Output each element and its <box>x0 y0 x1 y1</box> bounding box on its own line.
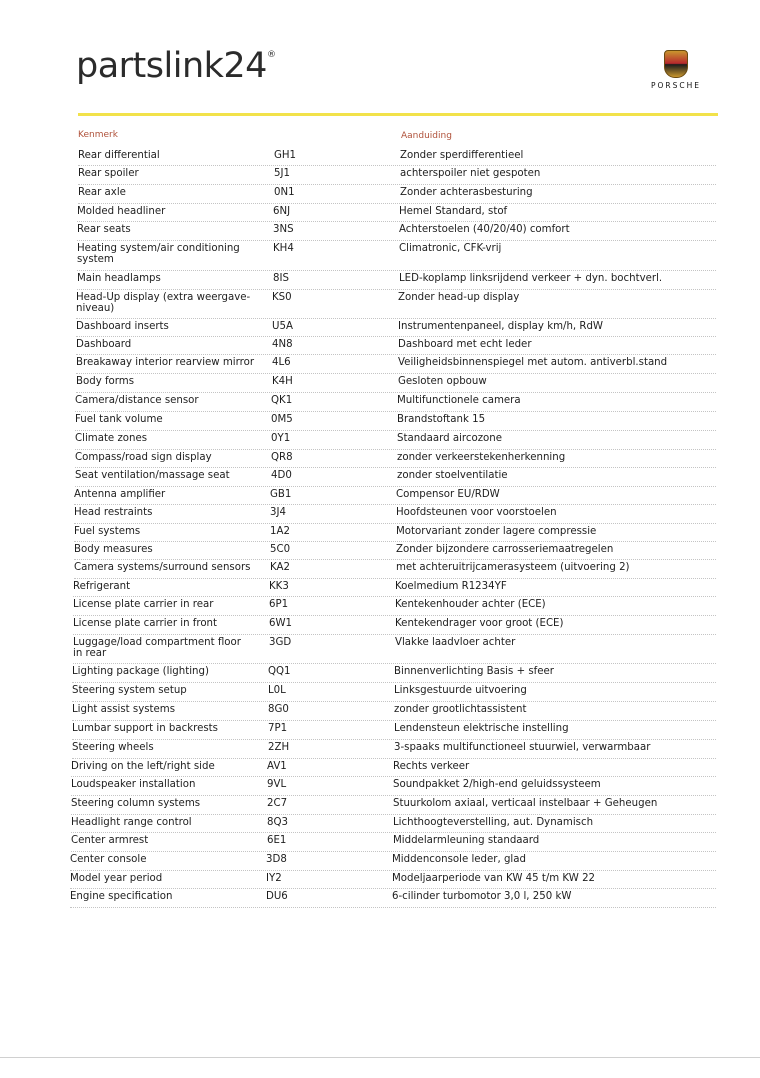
option-description: Brandstoftank 15 <box>397 414 486 425</box>
option-description: Zonder bijzondere carrosseriemaatregelen <box>396 544 614 555</box>
partslink24-logo <box>76 46 275 86</box>
spec-row <box>77 242 716 271</box>
option-code: 9VL <box>267 779 287 790</box>
spec-row <box>73 598 716 616</box>
option-description: Achterstoelen (40/20/40) comfort <box>399 224 570 235</box>
option-description: Compensor EU/RDW <box>396 489 500 500</box>
option-description: Motorvariant zonder lagere compressie <box>396 526 597 537</box>
spec-row <box>72 684 716 702</box>
feature-label: Refrigerant <box>73 581 131 592</box>
option-code: IY2 <box>266 873 282 884</box>
spec-row <box>71 816 716 833</box>
option-description: Kentekenhouder achter (ECE) <box>395 599 546 610</box>
option-code: KA2 <box>270 562 290 573</box>
option-description: Gesloten opbouw <box>398 376 487 387</box>
feature-label: Rear seats <box>77 224 131 235</box>
option-description: Rechts verkeer <box>393 761 470 772</box>
feature-label: Dashboard <box>76 339 132 350</box>
option-description: met achteruitrijcamerasysteem (uitvoering 2) <box>396 562 630 573</box>
spec-row <box>72 703 716 721</box>
option-description: Stuurkolom axiaal, verticaal instelbaar + Geheugen <box>393 798 658 809</box>
spec-row <box>75 413 716 431</box>
spec-row <box>73 580 716 597</box>
feature-label: Engine specification <box>70 891 173 902</box>
spec-row <box>71 778 716 796</box>
feature-label: Loudspeaker installation <box>71 779 196 790</box>
spec-row <box>75 394 716 412</box>
option-description: Veiligheidsbinnenspiegel met autom. antiverbl.stand <box>398 357 668 368</box>
page-bottom-rule <box>0 1057 760 1058</box>
spec-row <box>76 320 716 337</box>
feature-label: Center armrest <box>71 835 149 846</box>
feature-label: Lumbar support in backrests <box>72 723 218 734</box>
feature-label: License plate carrier in front <box>73 618 218 629</box>
option-code: 6W1 <box>269 618 293 629</box>
feature-label: Main headlamps <box>77 273 161 284</box>
feature-label: License plate carrier in rear <box>73 599 214 610</box>
option-code: 8Q3 <box>267 817 288 828</box>
option-code: GH1 <box>274 150 297 161</box>
column-header-description: Aanduiding <box>401 131 452 141</box>
option-code: 5C0 <box>270 544 291 555</box>
option-description: Soundpakket 2/high-end geluidssysteem <box>393 779 601 790</box>
option-description: Koelmedium R1234YF <box>395 581 507 592</box>
option-description: Zonder head-up display <box>398 292 520 303</box>
option-code: 6E1 <box>267 835 287 846</box>
option-description: Lendensteun elektrische instelling <box>394 723 569 734</box>
option-code: DU6 <box>266 891 288 902</box>
feature-label: Lighting package (lighting) <box>72 666 209 677</box>
option-description: LED-koplamp linksrijdend verkeer + dyn. bochtverl. <box>399 273 663 284</box>
option-code: QK1 <box>271 395 293 406</box>
option-code: K4H <box>272 376 293 387</box>
option-description: 6-cilinder turbomotor 3,0 l, 250 kW <box>392 891 572 902</box>
option-description: Instrumentenpaneel, display km/h, RdW <box>398 321 604 332</box>
spec-row <box>72 722 716 740</box>
spec-row <box>71 834 716 852</box>
option-description: Modeljaarperiode van KW 45 t/m KW 22 <box>392 873 596 884</box>
spec-row <box>74 488 716 505</box>
option-code: 0Y1 <box>271 433 291 444</box>
feature-label: Driving on the left/right side <box>71 761 215 772</box>
feature-label: Antenna amplifier <box>74 489 166 500</box>
feature-label: Body forms <box>76 376 135 387</box>
option-code: L0L <box>268 685 286 696</box>
feature-label: Molded headliner <box>77 206 166 217</box>
spec-row <box>75 469 716 487</box>
column-header-feature: Kenmerk <box>78 130 118 140</box>
porsche-crest-icon <box>664 50 688 78</box>
option-description: Dashboard met echt leder <box>398 339 532 350</box>
feature-label: Center console <box>70 854 147 865</box>
option-code: 3J4 <box>270 507 286 518</box>
feature-label: Seat ventilation/massage seat <box>75 470 230 481</box>
spec-row <box>71 797 716 815</box>
option-code: 3NS <box>273 224 294 235</box>
option-code: GB1 <box>270 489 292 500</box>
option-description: Standaard aircozone <box>397 433 503 444</box>
feature-label: Climate zones <box>75 433 148 444</box>
spec-row <box>77 205 716 222</box>
feature-label: Luggage/load compartment floor in rear <box>73 637 241 659</box>
feature-label: Heating system/air conditioning system <box>77 243 240 265</box>
spec-row <box>70 872 716 889</box>
spec-row <box>78 149 716 166</box>
option-description: Middenconsole leder, glad <box>392 854 526 865</box>
option-description: Lichthoogteverstelling, aut. Dynamisch <box>393 817 594 828</box>
option-description: zonder grootlichtassistent <box>394 704 527 715</box>
option-code: KK3 <box>269 581 289 592</box>
option-description: Linksgestuurde uitvoering <box>394 685 527 696</box>
feature-label: Fuel systems <box>74 526 141 537</box>
option-description: zonder stoelventilatie <box>397 470 508 481</box>
option-code: 4D0 <box>271 470 292 481</box>
feature-label: Camera/distance sensor <box>75 395 199 406</box>
option-description: Zonder achterasbesturing <box>400 187 533 198</box>
spec-row <box>78 186 716 204</box>
option-code: QR8 <box>271 452 293 463</box>
feature-label: Steering wheels <box>72 742 154 753</box>
spec-row <box>74 525 716 542</box>
spec-row <box>70 853 716 871</box>
option-description: achterspoiler niet gespoten <box>400 168 541 179</box>
option-description: Hemel Standard, stof <box>399 206 508 217</box>
spec-row <box>71 760 716 777</box>
feature-label: Steering system setup <box>72 685 187 696</box>
feature-label: Rear differential <box>78 150 160 161</box>
logo-registered-mark: ® <box>266 50 276 60</box>
feature-label: Fuel tank volume <box>75 414 163 425</box>
spec-row <box>74 543 716 560</box>
feature-label: Steering column systems <box>71 798 201 809</box>
spec-row <box>73 636 716 664</box>
option-code: 3D8 <box>266 854 287 865</box>
feature-label: Breakaway interior rearview mirror <box>76 357 255 368</box>
option-code: 4N8 <box>272 339 293 350</box>
feature-label: Rear axle <box>78 187 126 198</box>
spec-row <box>78 167 716 185</box>
spec-row <box>75 432 716 450</box>
option-code: 0N1 <box>274 187 295 198</box>
option-code: 8IS <box>273 273 289 284</box>
option-description: Multifunctionele camera <box>397 395 521 406</box>
option-code: 6P1 <box>269 599 289 610</box>
spec-row <box>76 291 716 319</box>
option-code: 5J1 <box>274 168 290 179</box>
option-description: Vlakke laadvloer achter <box>395 637 516 648</box>
spec-row <box>76 375 716 393</box>
option-code: 7P1 <box>268 723 288 734</box>
spec-row <box>76 338 716 355</box>
option-description: Hoofdsteunen voor voorstoelen <box>396 507 557 518</box>
feature-label: Compass/road sign display <box>75 452 212 463</box>
feature-label: Body measures <box>74 544 153 555</box>
brand-name: PORSCHE <box>650 81 701 90</box>
feature-label: Headlight range control <box>71 817 192 828</box>
option-description: zonder verkeerstekenherkenning <box>397 452 566 463</box>
option-description: Climatronic, CFK-vrij <box>399 243 502 254</box>
option-code: 6NJ <box>273 206 291 217</box>
spec-row <box>72 665 716 683</box>
spec-row <box>77 272 716 290</box>
feature-label: Head-Up display (extra weergave-niveau) <box>76 292 251 314</box>
spec-row <box>70 890 716 908</box>
feature-label: Model year period <box>70 873 163 884</box>
logo-text: partslink24 <box>76 46 267 86</box>
spec-row <box>77 223 716 241</box>
feature-label: Light assist systems <box>72 704 176 715</box>
spec-row <box>74 506 716 524</box>
header-divider <box>78 113 718 116</box>
spec-row <box>73 617 716 635</box>
spec-row <box>76 356 716 374</box>
feature-label: Rear spoiler <box>78 168 139 179</box>
porsche-brand <box>636 50 716 90</box>
option-code: AV1 <box>267 761 287 772</box>
option-code: 8G0 <box>268 704 289 715</box>
option-code: 1A2 <box>270 526 290 537</box>
option-code: KH4 <box>273 243 294 254</box>
option-description: Zonder sperdifferentieel <box>400 150 524 161</box>
feature-label: Head restraints <box>74 507 153 518</box>
option-description: Binnenverlichting Basis + sfeer <box>394 666 554 677</box>
spec-row <box>72 741 716 759</box>
feature-label: Camera systems/surround sensors <box>74 562 251 573</box>
feature-label: Dashboard inserts <box>76 321 169 332</box>
spec-row <box>74 561 716 579</box>
option-code: 2C7 <box>267 798 288 809</box>
option-code: 4L6 <box>272 357 291 368</box>
option-code: 3GD <box>269 637 292 648</box>
spec-row <box>75 451 716 468</box>
option-code: KS0 <box>272 292 292 303</box>
option-description: Middelarmleuning standaard <box>393 835 540 846</box>
option-code: 2ZH <box>268 742 290 753</box>
option-code: QQ1 <box>268 666 291 677</box>
option-code: U5A <box>272 321 293 332</box>
option-description: 3-spaaks multifunctioneel stuurwiel, verwarmbaar <box>394 742 651 753</box>
option-code: 0M5 <box>271 414 293 425</box>
option-description: Kentekendrager voor groot (ECE) <box>395 618 564 629</box>
